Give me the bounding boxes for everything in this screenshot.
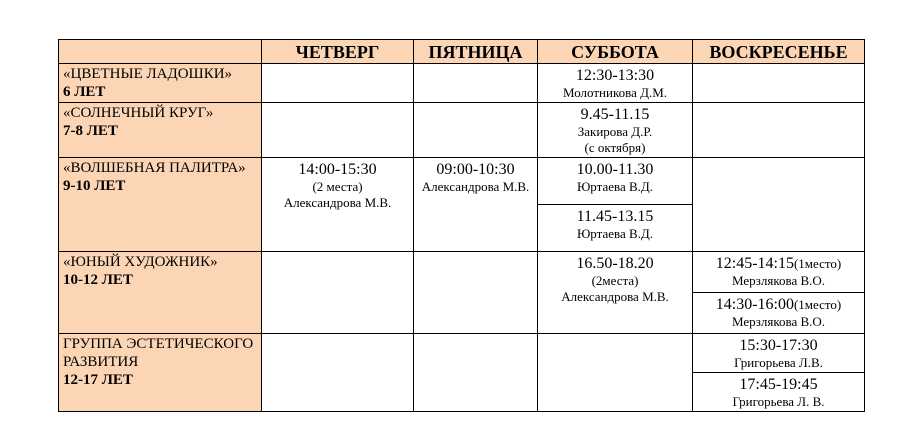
session-teacher: Юртаева В.Д. <box>576 226 654 241</box>
session-cell <box>538 252 693 334</box>
session-cell <box>414 158 538 252</box>
empty-cell <box>538 334 693 412</box>
empty-cell <box>414 103 538 158</box>
session-teacher: Молотникова Д.М. <box>562 85 668 100</box>
header-row <box>59 40 865 64</box>
session-note: (2 места) <box>312 179 363 194</box>
group-cell <box>59 103 262 158</box>
group-cell <box>59 334 262 412</box>
session-teacher: Григорьева Л.В. <box>734 355 823 370</box>
group-cell <box>59 64 262 103</box>
session-teacher: Григорьева Л. В. <box>732 394 825 409</box>
session-note: (с октября) <box>584 140 646 155</box>
group-name: «СОЛНЕЧНЫЙ КРУГ» <box>63 105 214 121</box>
session-cell <box>538 103 693 158</box>
header-friday: ПЯТНИЦА <box>414 40 538 64</box>
session-teacher: Александрова М.В. <box>283 195 392 210</box>
empty-cell <box>262 64 414 103</box>
session-cell <box>693 293 865 334</box>
session-time-range: 14:30-16:00 <box>715 296 794 313</box>
session-cell <box>538 205 693 252</box>
schedule-table <box>58 39 865 412</box>
session-time: 12:30-13:30 <box>575 67 655 84</box>
session-time: 14:00-15:30 <box>298 161 377 178</box>
session-time <box>693 254 864 273</box>
session-note: (2места) <box>591 273 639 288</box>
session-cell <box>693 373 865 412</box>
session-note: (1место) <box>793 297 842 312</box>
empty-cell <box>262 334 414 412</box>
group-age: 6 ЛЕТ <box>63 84 106 100</box>
session-time: 17:45-19:45 <box>739 376 818 393</box>
group-cell <box>59 158 262 252</box>
session-time: 09:00-10:30 <box>436 161 515 178</box>
session-time <box>693 295 864 314</box>
empty-cell <box>414 334 538 412</box>
session-cell <box>693 334 865 373</box>
session-cell <box>538 64 693 103</box>
empty-cell <box>693 64 865 103</box>
group-name: «ЮНЫЙ ХУДОЖНИК» <box>63 254 218 270</box>
header-saturday: СУББОТА <box>538 40 693 64</box>
session-teacher: Мерзлякова В.О. <box>731 273 826 288</box>
session-teacher: Закирова Д.Р. <box>577 124 653 139</box>
group-cell <box>59 252 262 334</box>
session-teacher: Мерзлякова В.О. <box>731 314 826 329</box>
group-name: ГРУППА ЭСТЕТИЧЕСКОГО РАЗВИТИЯ <box>63 336 254 370</box>
header-sunday: ВОСКРЕСЕНЬЕ <box>693 40 865 64</box>
session-cell <box>262 158 414 252</box>
empty-cell <box>414 64 538 103</box>
session-time: 10.00-11.30 <box>576 161 654 178</box>
empty-cell <box>693 103 865 158</box>
session-cell <box>538 158 693 205</box>
header-thursday: ЧЕТВЕРГ <box>262 40 414 64</box>
empty-cell <box>262 252 414 334</box>
group-name: «ВОЛШЕБНАЯ ПАЛИТРА» <box>63 160 246 176</box>
session-teacher: Юртаева В.Д. <box>576 179 654 194</box>
group-age: 12-17 ЛЕТ <box>63 372 133 388</box>
session-time: 15:30-17:30 <box>739 337 818 354</box>
session-time: 11.45-13.15 <box>576 208 654 225</box>
header-corner <box>59 40 262 64</box>
table-row <box>59 103 865 158</box>
session-time-range: 12:45-14:15 <box>715 255 794 272</box>
table-row <box>59 252 865 293</box>
empty-cell <box>693 158 865 252</box>
group-name: «ЦВЕТНЫЕ ЛАДОШКИ» <box>63 66 233 82</box>
session-cell <box>693 252 865 293</box>
session-time: 9.45-11.15 <box>580 106 650 123</box>
session-time: 16.50-18.20 <box>576 255 654 272</box>
table-row <box>59 158 865 205</box>
group-age: 10-12 ЛЕТ <box>63 272 133 288</box>
group-age: 9-10 ЛЕТ <box>63 178 126 194</box>
session-teacher: Александрова М.В. <box>561 289 669 304</box>
session-teacher: Александрова М.В. <box>421 179 530 194</box>
table-row <box>59 64 865 103</box>
group-age: 7-8 ЛЕТ <box>63 123 118 139</box>
table-row <box>59 334 865 373</box>
empty-cell <box>414 252 538 334</box>
empty-cell <box>262 103 414 158</box>
session-note: (1место) <box>793 256 842 271</box>
